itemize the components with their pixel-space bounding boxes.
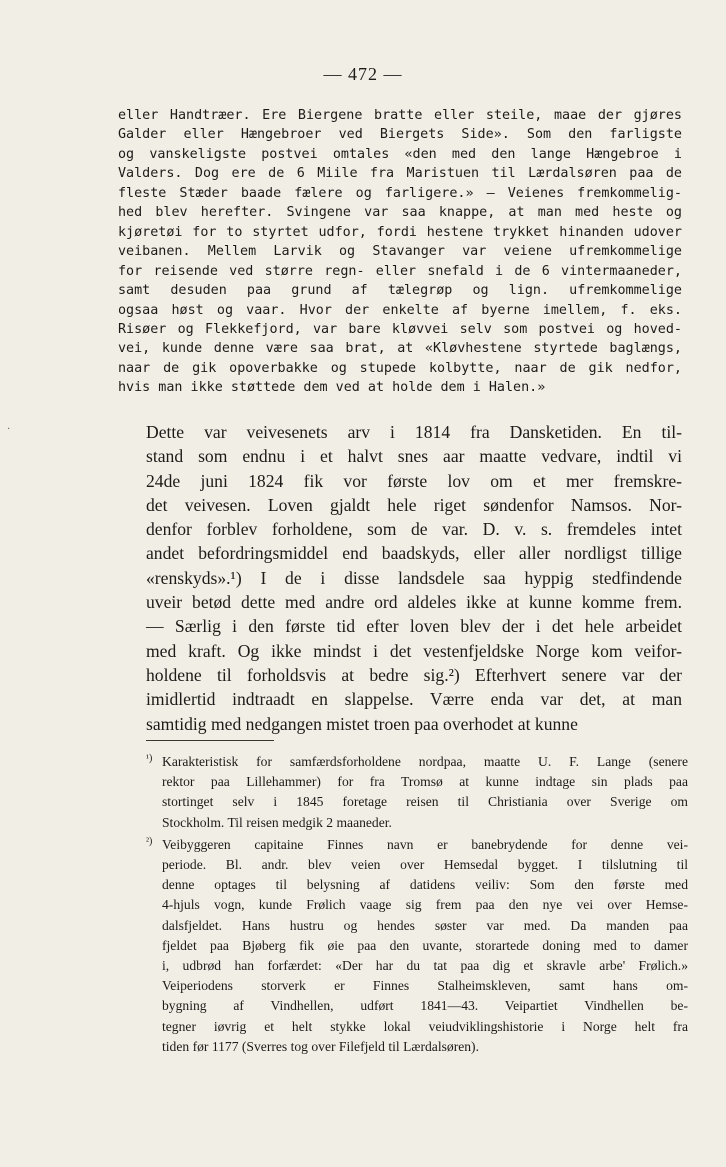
body-line: holdene til forholdsvis at bedre sig.²) Efterhvert senere var der [146, 664, 682, 685]
quote-line: Galder eller Hængebroer ved Biergets Side». Som den farligste [118, 127, 682, 143]
quote-line: veibanen. Mellem Larvik og Stavanger var veiene ufremkommelige [118, 244, 682, 260]
footnote-2 [146, 835, 688, 1057]
body-line: samtidig med nedgangen mistet troen paa overhodet at kunne [146, 713, 578, 734]
body-line: med kraft. Og ikke mindst i det vestenfjeldske Norge kom veifor- [146, 640, 682, 661]
page-number: — 472 — [323, 64, 403, 84]
quote-line: ogsaa høst og vaar. Hvor der enkelte af byerne imellem, f. eks. [118, 302, 682, 318]
footnote-1 [146, 752, 688, 833]
body-line: Dette var veivesenets arv i 1814 fra Dansketiden. En til- [146, 422, 682, 442]
footnote-marker: ¹) [146, 753, 153, 764]
body-line: det veivesen. Loven gjaldt hele riget søndenfor Namsos. Nor- [146, 494, 682, 515]
quote-line: samt desuden paa grund af tælegrøp og lign. ufremkommelige [118, 283, 682, 299]
footnotes [146, 752, 688, 1059]
footnote-divider [146, 740, 274, 741]
footnote-line: tiden før 1177 (Sverres tog over Filefjeld til Lærdalsøren). [162, 1038, 479, 1054]
footnote-line: Veiperiodens storverk er Finnes Stalheimskleven, samt hans om- [162, 978, 688, 994]
quote-line: for reisende ved større regn- eller snefald i de 6 vintermaaneder, [118, 263, 682, 279]
quote-line: Valders. Dog ere de 6 Miile fra Maristuen til Lærdalsøren paa de [118, 166, 682, 182]
footnote-marker: ²) [146, 835, 153, 847]
margin-mark: · [7, 424, 11, 435]
body-line: uveir betød dette med andre ord aldeles ikke at kunne komme frem. [146, 592, 682, 613]
body-line: andet befordringsmiddel end baadskyds, eller aller nordligst tillige [146, 543, 682, 564]
quote-line: kjøretøi for to styrtet udfor, fordi hestene trykket hinanden udover [118, 224, 682, 240]
footnote-line: Karakteristisk for samfærdsforholdene nordpaa, maatte U. F. Lange (senere [162, 754, 688, 769]
body-line: — Særlig i den første tid efter loven blev der i det hele arbeidet [146, 616, 682, 637]
quote-line: naar de gik opoverbakke og stupede kolbytte, naar de gik nedfor, [118, 360, 682, 376]
footnote-line: bygning af Vindhellen, udført 1841—43. Veipartiet Vindhellen be- [162, 998, 688, 1014]
quote-line: vei, kunde denne være saa brat, at «Kløvhestene styrtede baglængs, [118, 341, 682, 357]
footnote-line: Veibyggeren capitaine Finnes navn er banebrydende for denne vei- [162, 836, 688, 852]
footnote-line: tegner iøvrig et helt stykke lokal veiudviklingshistorie i Norge helt fra [162, 1018, 688, 1034]
quote-line: eller Handtræer. Ere Biergene bratte eller steile, maae der gjøres [118, 108, 682, 123]
quote-line: hed blev herefter. Svingene var saa knappe, at man med heste og [118, 205, 682, 221]
quote-line: Risøer og Flekkefjord, var bare kløvvei selv som postvei og hoved- [118, 321, 682, 337]
body-line: denfor forblev forholdene, som de var. D. v. s. fremdeles intet [146, 519, 682, 540]
footnote-line: stortinget selv i 1845 foretage reisen til Christiania over Sverige om [162, 794, 688, 810]
footnote-line: periode. Bl. andr. blev veien over Hemsedal bygget. I tilslutning til [162, 857, 688, 873]
footnote-line: i, udbrød han forfærdet: «Der har du tat paa dig et skravle arbe' Frølich.» [162, 958, 688, 974]
quote-line: og vanskeligste postvei omtales «den med den lange Hængebroe i [118, 146, 682, 162]
footnote-line: dalsfjeldet. Hans hustru og hendes søster var med. Da manden paa [162, 917, 688, 933]
footnote-line: Stockholm. Til reisen medgik 2 maaneder. [162, 814, 392, 830]
footnote-line: denne optages til belysning af datidens veiliv: Som den første med [162, 877, 688, 893]
quote-line: fleste Stæder baade fælere og farligere.» — Veienes fremkommelig- [118, 185, 682, 201]
footnote-line: fjeldet paa Bjøberg fik øie paa den uvante, storartede doning med to damer [162, 937, 688, 953]
quoted-passage [118, 106, 682, 398]
footnote-line: rektor paa Lillehammer) for fra Tromsø at kunne indtage sin plads paa [162, 774, 688, 790]
body-line: «renskyds».¹) I de i disse landsdele saa hyppig stedfindende [146, 567, 682, 588]
quote-line: hvis man ikke støttede dem ved at holde dem i Halen.» [118, 380, 546, 396]
body-paragraph [146, 420, 682, 736]
body-line: 24de juni 1824 fik vor første lov om et mer fremskre- [146, 470, 682, 491]
body-line: stand som endnu i et halvt snes aar maatte vedvare, indtil vi [146, 446, 682, 467]
footnote-line: 4-hjuls vogn, kunde Frølich vaage sig frem paa den nye vei over Hemse- [162, 897, 688, 913]
body-line: imidlertid indtraadt en slappelse. Værre enda var det, at man [146, 689, 682, 710]
